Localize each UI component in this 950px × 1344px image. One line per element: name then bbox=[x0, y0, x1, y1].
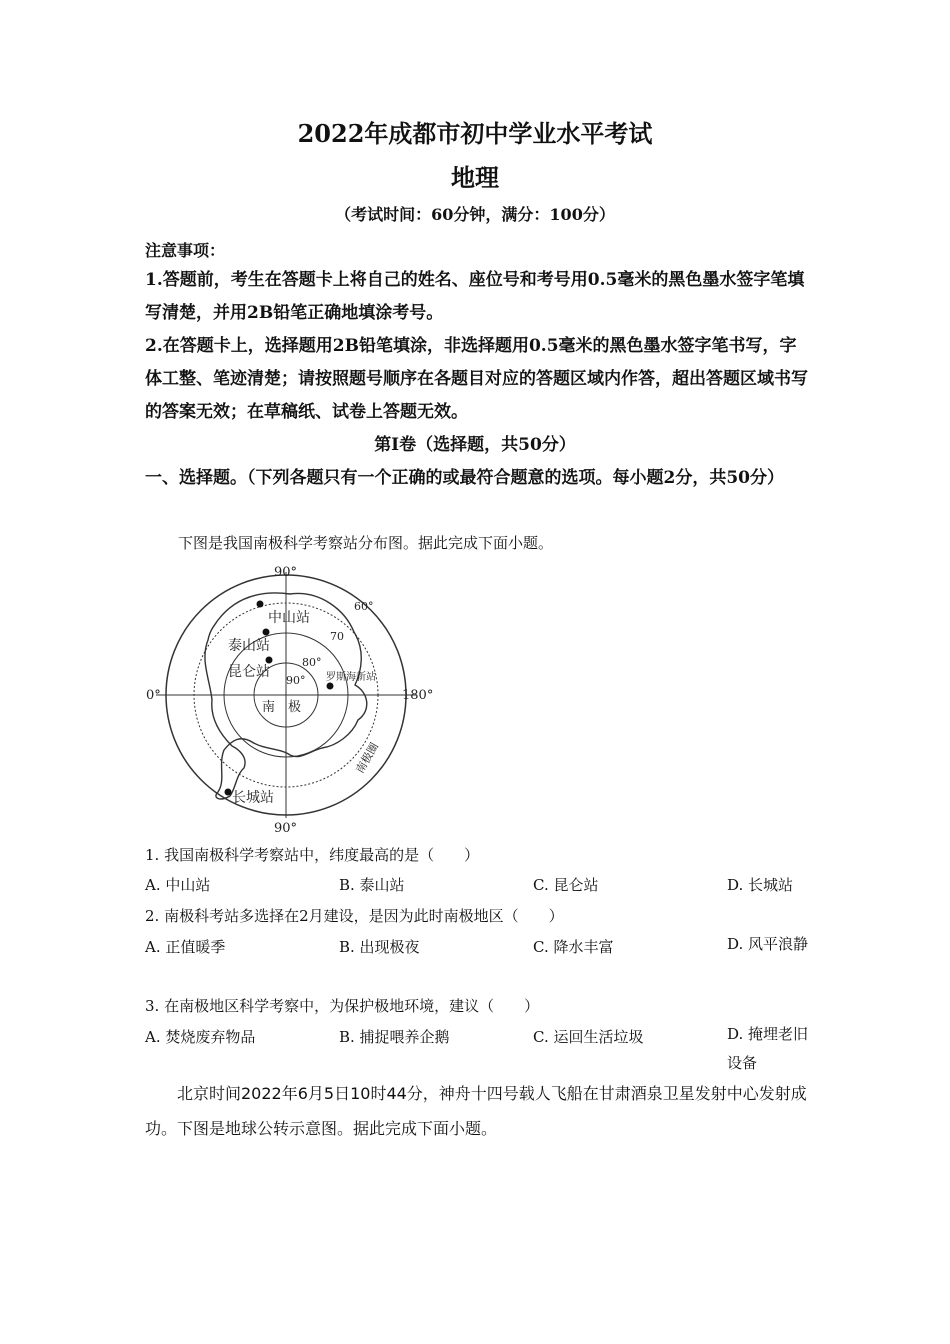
label-top-90: 90° bbox=[274, 565, 298, 580]
question-3-option-d: D. 掩埋老旧设备 bbox=[727, 1025, 809, 1072]
question-3-stem: 3. 在南极地区科学考察中，为保护极地环境，建议（ ） bbox=[145, 997, 540, 1015]
group1-intro: 下图是我国南极科学考察站分布图。据此完成下面小题。 bbox=[178, 534, 554, 552]
question-3-option-a: A. 焚烧废弃物品 bbox=[145, 1028, 256, 1046]
question-1-option-b: B. 泰山站 bbox=[339, 876, 405, 894]
label-changcheng: 长城站 bbox=[232, 790, 274, 806]
kunlun-marker bbox=[266, 657, 273, 664]
question-2-stem: 2. 南极科考站多选择在2月建设，是因为此时南极地区（ ） bbox=[145, 907, 564, 925]
notes-heading: 注意事项： bbox=[145, 241, 226, 260]
label-zhongshan: 中山站 bbox=[268, 610, 310, 626]
luoss-marker bbox=[327, 683, 334, 690]
label-lat60: 60° bbox=[354, 600, 374, 613]
note-item-2: 2.在答题卡上，选择题用2B铅笔填涂，非选择题用0.5毫米的黑色墨水签字笔书写，字体工整、笔迹清楚；请按照题号顺序在各题目对应的答题区域内作答，超出答题区域书写的答案无效；在草稿纸、试卷上答题无效。 bbox=[145, 336, 808, 422]
question-2-option-d: D. 风平浪静 bbox=[727, 935, 809, 953]
exam-title: 2022年成都市初中学业水平考试 bbox=[297, 119, 653, 148]
label-lat70: 70 bbox=[330, 630, 344, 643]
antarctica-station-map bbox=[140, 560, 440, 840]
question-3-option-c: C. 运回生活垃圾 bbox=[533, 1028, 644, 1046]
volume-title: 第Ⅰ卷（选择题，共50分） bbox=[374, 435, 576, 455]
label-lat90: 90° bbox=[286, 674, 306, 687]
label-luoss: 罗斯海新站 bbox=[326, 672, 376, 683]
question-1-option-c: C. 昆仑站 bbox=[533, 876, 599, 894]
question-1-option-d: D. 长城站 bbox=[727, 876, 794, 894]
changcheng-marker bbox=[225, 789, 232, 796]
label-kunlun: 昆仑站 bbox=[228, 664, 270, 680]
label-taishan: 泰山站 bbox=[228, 638, 270, 654]
question-3-option-b: B. 捕捉喂养企鹅 bbox=[339, 1028, 450, 1046]
section-heading: 一、选择题。（下列各题只有一个正确的或最符合题意的选项。每小题2分，共50分） bbox=[145, 468, 784, 488]
question-2-option-a: A. 正值暖季 bbox=[145, 938, 226, 956]
group2-intro: 北京时间2022年6月5日10时44分，神舟十四号载人飞船在甘肃酒泉卫星发射中心发射成功。下图是地球公转示意图。据此完成下面小题。 bbox=[145, 1084, 807, 1138]
label-0: 0° bbox=[146, 688, 161, 703]
label-lat80: 80° bbox=[302, 656, 322, 669]
note-item-1: 1.答题前，考生在答题卡上将自己的姓名、座位号和考号用0.5毫米的黑色墨水签字笔填写清楚，并用2B铅笔正确地填涂考号。 bbox=[145, 270, 805, 323]
label-180: 180° bbox=[402, 688, 434, 703]
question-2-option-c: C. 降水丰富 bbox=[533, 938, 614, 956]
question-2-option-b: B. 出现极夜 bbox=[339, 938, 420, 956]
exam-time-info: （考试时间：60分钟，满分：100分） bbox=[335, 205, 615, 224]
question-1-stem: 1. 我国南极科学考察站中，纬度最高的是（ ） bbox=[145, 846, 480, 864]
subject-title: 地理 bbox=[451, 163, 499, 192]
label-bottom-90: 90° bbox=[274, 821, 298, 836]
label-south-pole: 南 极 bbox=[262, 700, 302, 715]
question-1-option-a: A. 中山站 bbox=[145, 876, 211, 894]
label-antarctic-circle: 南极圈 bbox=[353, 740, 382, 776]
taishan-marker bbox=[263, 629, 270, 636]
zhongshan-marker bbox=[257, 601, 264, 608]
